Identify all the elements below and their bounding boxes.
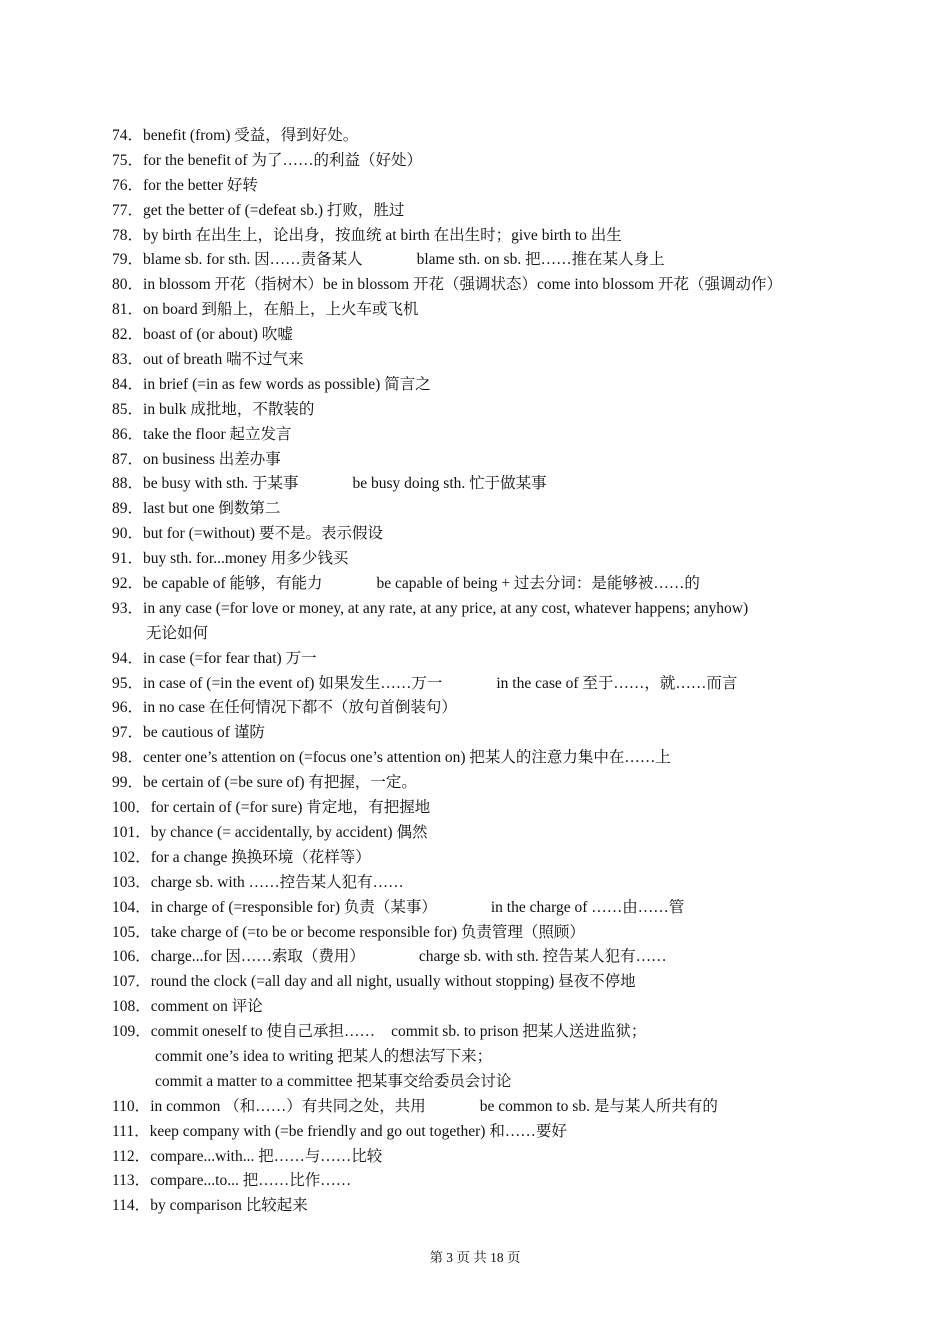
entry-number: 91．: [112, 550, 144, 568]
entry-secondary-text: be busy doing sth. 忙于做某事: [352, 475, 547, 493]
entry-text: commit one’s idea to writing 把某人的想法写下来；: [155, 1047, 493, 1065]
entry-text: be capable of 能够，有能力: [143, 575, 323, 593]
entry-number: 109．: [112, 1023, 151, 1041]
phrase-entry: [112, 1120, 892, 1145]
entry-text: by comparison 比较起来: [150, 1197, 308, 1215]
entry-number: 87．: [112, 450, 144, 468]
entry-text: be busy with sth. 于某事: [143, 475, 299, 493]
entry-text: commit oneself to 使自己承担……: [150, 1023, 376, 1041]
entry-number: 76．: [112, 176, 144, 194]
entry-number: 84．: [112, 375, 144, 393]
phrase-entry: [112, 696, 892, 721]
entry-number: 111．: [112, 1122, 150, 1140]
entry-number: 112．: [112, 1147, 151, 1165]
entry-text: by birth 在出生上，论出身，按血统 at birth 在出生时；give birth to 出生: [143, 226, 622, 244]
phrase-entry: [112, 174, 892, 199]
phrase-list: [112, 124, 892, 1219]
entry-text: benefit (from) 受益，得到好处。: [143, 127, 359, 144]
entry-number: 92．: [112, 575, 144, 593]
entry-number: 78．: [112, 226, 144, 244]
phrase-entry: [112, 572, 892, 597]
entry-text: blame sb. for sth. 因……责备某人: [143, 251, 363, 269]
entry-text: take the floor 起立发言: [143, 425, 292, 443]
phrase-entry: [112, 497, 892, 522]
phrase-entry: [112, 746, 892, 771]
entry-text: keep company with (=be friendly and go out together) 和……要好: [149, 1122, 567, 1140]
entry-text: be cautious of 谨防: [143, 724, 265, 742]
entry-number: 105．: [112, 923, 151, 941]
phrase-entry: [112, 771, 892, 796]
entry-number: 102．: [112, 848, 151, 866]
phrase-entry: [112, 1020, 892, 1045]
entry-number: 107．: [112, 973, 151, 991]
phrase-entry: [112, 224, 892, 249]
entry-text: on business 出差办事: [143, 450, 281, 468]
entry-secondary-text: charge sb. with sth. 控告某人犯有……: [418, 948, 667, 966]
phrase-entry: [112, 995, 892, 1020]
entry-number: 93．: [112, 599, 144, 617]
entry-number: 77．: [112, 201, 144, 219]
phrase-entry: [112, 970, 892, 995]
entry-number: 85．: [112, 400, 144, 418]
phrase-entry: [112, 373, 892, 398]
phrase-entry: [112, 472, 892, 497]
entry-number: 110．: [112, 1097, 151, 1115]
entry-secondary-text: be capable of being + 过去分词：是能够被……的: [376, 575, 700, 593]
entry-text: comment on 评论: [150, 998, 263, 1016]
entry-text: for a change 换换环境（花样等）: [150, 848, 371, 866]
entry-secondary-text: be common to sb. 是与某人所共有的: [479, 1097, 718, 1115]
phrase-entry: [112, 124, 892, 149]
entry-number: 98．: [112, 749, 144, 767]
entry-text: in any case (=for love or money, at any rate, at any price, at any cost, whatever happens; anyhow): [143, 599, 749, 617]
phrase-entry: [112, 1045, 892, 1070]
entry-number: 74．: [112, 127, 144, 144]
phrase-entry: [112, 348, 892, 373]
phrase-entry: [112, 298, 892, 323]
entry-number: 104．: [112, 898, 151, 916]
phrase-entry: [112, 199, 892, 224]
entry-text: for certain of (=for sure) 肯定地，有把握地: [150, 799, 431, 817]
entry-text: in no case 在任何情况下都不（放句首倒装句）: [143, 699, 457, 717]
entry-text: on board 到船上，在船上，上火车或飞机: [143, 301, 419, 319]
entry-text: compare...with... 把……与……比较: [150, 1147, 383, 1165]
entry-text: buy sth. for...money 用多少钱买: [143, 550, 349, 568]
entry-text: center one’s attention on (=focus one’s attention on) 把某人的注意力集中在……上: [143, 749, 671, 767]
entry-text: in bulk 成批地，不散装的: [143, 400, 315, 418]
entry-secondary-text: commit sb. to prison 把某人送进监狱；: [391, 1023, 647, 1041]
entry-text: 无论如何: [146, 624, 209, 642]
entry-text: get the better of (=defeat sb.) 打败，胜过: [143, 201, 405, 219]
phrase-entry: [112, 323, 892, 348]
phrase-entry: [112, 248, 892, 273]
entry-number: 106．: [112, 948, 151, 966]
entry-number: 100．: [112, 799, 151, 817]
entry-secondary-text: blame sth. on sb. 把……推在某人身上: [416, 251, 665, 269]
phrase-entry: [112, 796, 892, 821]
entry-number: 83．: [112, 351, 144, 369]
phrase-entry: [112, 821, 892, 846]
entry-text: out of breath 喘不过气来: [143, 351, 304, 369]
entry-text: in blossom 开花（指树木）be in blossom 开花（强调状态）come into blossom 开花（强调动作）: [143, 276, 782, 294]
entry-text: in case (=for fear that) 万一: [143, 649, 317, 667]
entry-number: 90．: [112, 525, 144, 543]
entry-text: charge...for 因……索取（费用）: [150, 948, 365, 966]
entry-secondary-text: in the case of 至于……，就……而言: [496, 674, 738, 692]
phrase-entry: [112, 647, 892, 672]
entry-text: in brief (=in as few words as possible) 简言之: [143, 375, 431, 393]
entry-number: 94．: [112, 649, 144, 667]
entry-number: 113．: [112, 1172, 151, 1190]
entry-text: in charge of (=responsible for) 负责（某事）: [150, 898, 437, 916]
entry-secondary-text: in the charge of ……由……管: [490, 898, 685, 916]
entry-text: compare...to... 把……比作……: [150, 1172, 352, 1190]
entry-text: be certain of (=be sure of) 有把握，一定。: [143, 774, 417, 792]
entry-number: 79．: [112, 251, 144, 269]
entry-number: 114．: [112, 1197, 151, 1215]
phrase-entry: [112, 622, 892, 647]
entry-number: 89．: [112, 500, 144, 518]
entry-text: commit a matter to a committee 把某事交给委员会讨论: [155, 1072, 512, 1090]
phrase-entry: [112, 721, 892, 746]
entry-text: round the clock (=all day and all night, usually without stopping) 昼夜不停地: [150, 973, 636, 991]
phrase-entry: [112, 1194, 892, 1219]
phrase-entry: [112, 398, 892, 423]
phrase-entry: [112, 1070, 892, 1095]
phrase-entry: [112, 945, 892, 970]
phrase-entry: [112, 1169, 892, 1194]
phrase-entry: [112, 1145, 892, 1170]
entry-text: take charge of (=to be or become responsible for) 负责管理（照顾）: [150, 923, 585, 941]
phrase-entry: [112, 448, 892, 473]
phrase-entry: [112, 149, 892, 174]
entry-number: 103．: [112, 873, 151, 891]
phrase-entry: [112, 273, 892, 298]
entry-text: last but one 倒数第二: [143, 500, 281, 518]
phrase-entry: [112, 921, 892, 946]
entry-text: in common （和……）有共同之处，共用: [150, 1097, 426, 1115]
phrase-entry: [112, 522, 892, 547]
phrase-entry: [112, 423, 892, 448]
phrase-entry: [112, 846, 892, 871]
entry-number: 82．: [112, 326, 144, 344]
phrase-entry: [112, 597, 892, 622]
phrase-entry: [112, 1095, 892, 1120]
entry-text: for the better 好转: [143, 176, 258, 194]
page-footer: 第 3 页 共 18 页: [429, 1250, 521, 1265]
entry-text: in case of (=in the event of) 如果发生……万一: [143, 674, 443, 692]
entry-number: 96．: [112, 699, 144, 717]
entry-number: 101．: [112, 823, 151, 841]
entry-number: 99．: [112, 774, 144, 792]
phrase-entry: [112, 672, 892, 697]
entry-number: 81．: [112, 301, 144, 319]
entry-number: 108．: [112, 998, 151, 1016]
entry-number: 95．: [112, 674, 144, 692]
phrase-entry: [112, 547, 892, 572]
entry-number: 80．: [112, 276, 144, 294]
entry-text: charge sb. with ……控告某人犯有……: [150, 873, 404, 891]
entry-number: 75．: [112, 151, 144, 169]
entry-text: boast of (or about) 吹嘘: [143, 326, 293, 344]
entry-number: 86．: [112, 425, 144, 443]
entry-text: by chance (= accidentally, by accident) 偶然: [150, 823, 428, 841]
entry-text: but for (=without) 要不是。表示假设: [143, 525, 383, 543]
phrase-entry: [112, 871, 892, 896]
entry-text: for the benefit of 为了……的利益（好处）: [143, 151, 422, 169]
entry-number: 88．: [112, 475, 144, 493]
entry-number: 97．: [112, 724, 144, 742]
phrase-entry: [112, 896, 892, 921]
